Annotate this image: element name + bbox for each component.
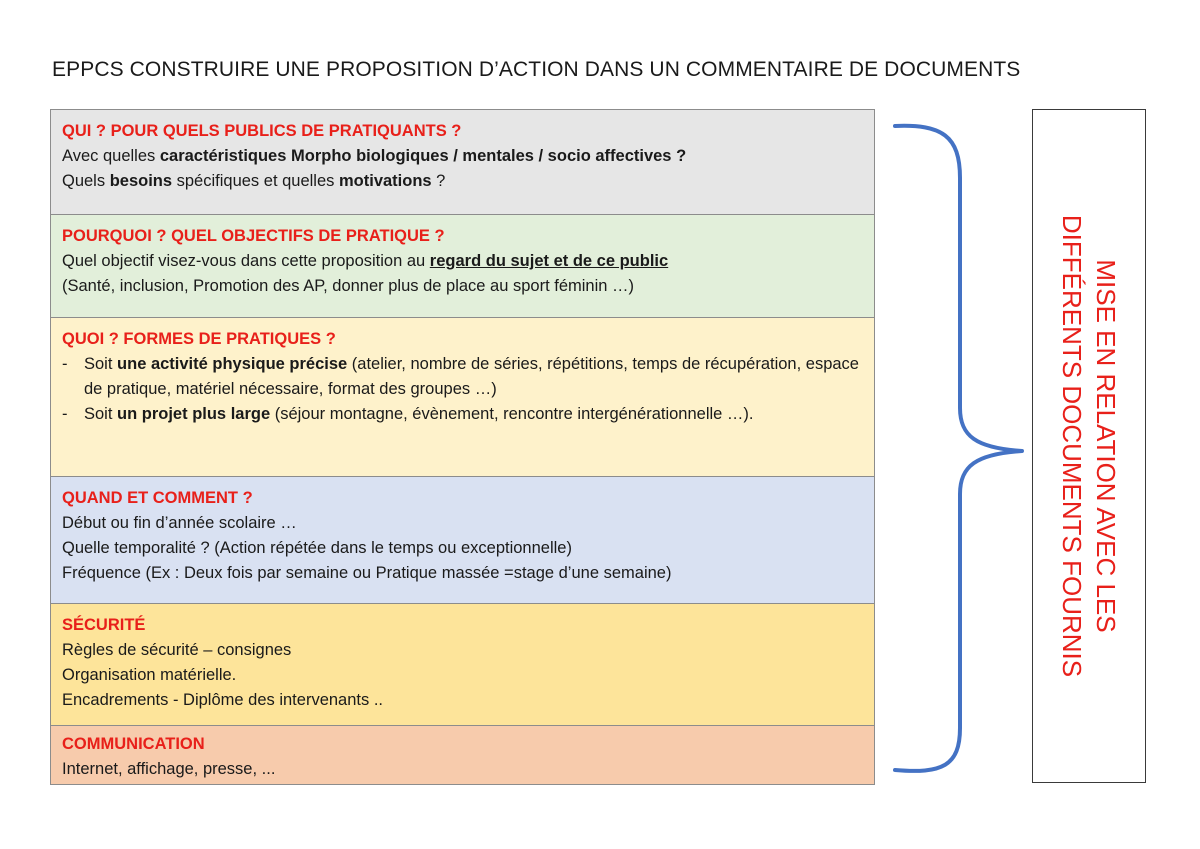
section-pourquoi-line-1: Quel objectif visez-vous dans cette proposition au regard du sujet et de ce public: [62, 252, 669, 270]
section-securite-title: SÉCURITÉ: [62, 616, 146, 634]
side-label-line-1: MISE EN RELATION AVEC LES: [1091, 259, 1121, 633]
sections-table: [50, 109, 875, 785]
section-quand-line-1: Début ou fin d’année scolaire …: [62, 514, 297, 532]
bullet-dash: -: [62, 405, 68, 423]
side-label-line-2: DIFFÉRENTS DOCUMENTS FOURNIS: [1057, 214, 1087, 678]
side-label: [1055, 126, 1123, 766]
section-quoi-bullet-1: - Soit une activité physique précise (atelier, nombre de séries, répétitions, temps de récupération, espace de pratique, matériel nécessaire, format des groupes …): [62, 352, 862, 402]
section-securite: [51, 604, 874, 726]
section-securite-line-3: Encadrements - Diplôme des intervenants ..: [62, 691, 383, 709]
section-quand: [51, 477, 874, 604]
section-securite-line-1: Règles de sécurité – consignes: [62, 641, 292, 659]
section-quoi-title: QUOI ? FORMES DE PRATIQUES ?: [62, 330, 336, 348]
page-title: EPPCS CONSTRUIRE UNE PROPOSITION D’ACTION DANS UN COMMENTAIRE DE DOCUMENTS: [52, 58, 1021, 81]
section-communication: [51, 726, 874, 784]
side-label-box: [1032, 109, 1146, 783]
section-qui-title: QUI ? POUR QUELS PUBLICS DE PRATIQUANTS ?: [62, 122, 462, 140]
section-pourquoi-line-2: (Santé, inclusion, Promotion des AP, donner plus de place au sport féminin …): [62, 277, 635, 295]
section-quoi-bullet-2: - Soit un projet plus large (séjour montagne, évènement, rencontre intergénérationnelle …).: [62, 402, 862, 427]
section-qui: [51, 110, 874, 215]
section-communication-line-1: Internet, affichage, presse, ...: [62, 760, 276, 778]
right-curly-brace-icon: [880, 118, 1030, 778]
section-qui-line-1: Avec quelles caractéristiques Morpho biologiques / mentales / socio affectives ?: [62, 147, 687, 165]
section-quand-title: QUAND ET COMMENT ?: [62, 489, 253, 507]
section-securite-line-2: Organisation matérielle.: [62, 666, 237, 684]
section-pourquoi: [51, 215, 874, 318]
section-quand-line-3: Fréquence (Ex : Deux fois par semaine ou Pratique massée =stage d’une semaine): [62, 564, 672, 582]
section-communication-title: COMMUNICATION: [62, 735, 205, 753]
section-quoi: [51, 318, 874, 477]
section-quand-line-2: Quelle temporalité ? (Action répétée dans le temps ou exceptionnelle): [62, 539, 572, 557]
bullet-dash: -: [62, 355, 68, 373]
section-pourquoi-title: POURQUOI ? QUEL OBJECTIFS DE PRATIQUE ?: [62, 227, 445, 245]
section-qui-line-2: Quels besoins spécifiques et quelles motivations ?: [62, 172, 446, 190]
